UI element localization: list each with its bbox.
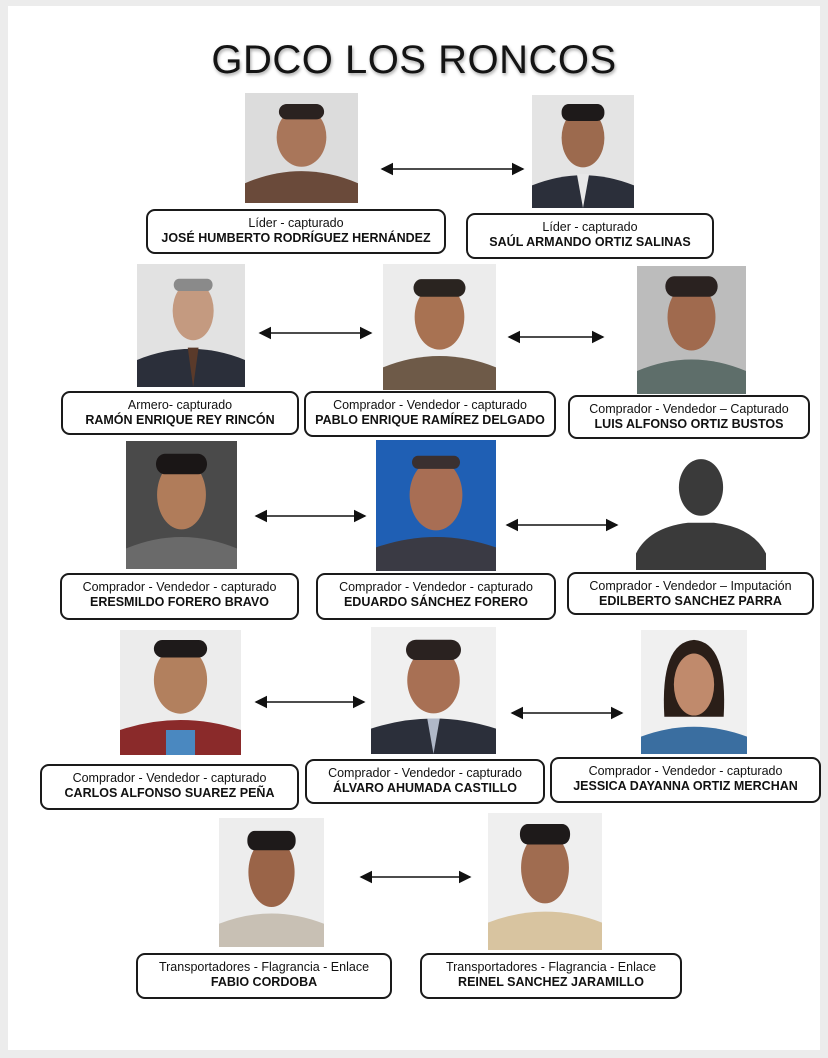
name-p1: JOSÉ HUMBERTO RODRÍGUEZ HERNÁNDEZ [161,231,431,245]
photo-p5 [637,266,746,394]
photo-p2 [532,95,634,208]
name-p3: RAMÓN ENRIQUE REY RINCÓN [85,413,275,427]
name-p5: LUIS ALFONSO ORTIZ BUSTOS [594,417,784,431]
photo-p4 [383,264,496,390]
role-p2: Líder - capturado [542,220,638,234]
name-p11: JESSICA DAYANNA ORTIZ MERCHAN [573,779,798,793]
label-p3 [61,391,299,435]
label-p12 [136,953,392,999]
label-p7 [316,573,556,620]
role-p5: Comprador - Vendedor – Capturado [589,402,789,416]
role-p3: Armero- capturado [127,398,233,412]
name-p6: ERESMILDO FORERO BRAVO [90,595,269,609]
name-p8: EDILBERTO SANCHEZ PARRA [599,594,782,608]
photo-p12 [219,818,324,947]
photo-p8-silhouette [636,452,766,570]
role-p13: Transportadores - Flagrancia - Enlace [445,960,657,974]
name-p10: ÁLVARO AHUMADA CASTILLO [332,781,517,795]
name-p4: PABLO ENRIQUE RAMÍREZ DELGADO [315,413,545,427]
role-p4: Comprador - Vendedor - capturado [333,398,527,412]
photo-p13 [488,813,602,950]
label-p11 [550,757,821,803]
name-p7: EDUARDO SÁNCHEZ FORERO [343,595,529,609]
label-p6 [60,573,299,620]
label-p9 [40,764,299,810]
label-p4 [304,391,556,437]
label-p2 [466,213,714,259]
name-p12: FABIO CORDOBA [210,975,318,989]
chart-title: GDCO LOS RONCOS [211,38,617,82]
name-p9: CARLOS ALFONSO SUAREZ PEÑA [64,786,275,800]
photo-p10 [371,627,496,754]
role-p1: Líder - capturado [248,216,344,230]
photo-p9 [120,630,241,755]
photo-p1 [245,93,358,203]
role-p9: Comprador - Vendedor - capturado [72,771,267,785]
role-p10: Comprador - Vendedor - capturado [328,766,522,780]
name-p2: SAÚL ARMANDO ORTIZ SALINAS [489,235,691,249]
label-p13 [420,953,682,999]
role-p11: Comprador - Vendedor - capturado [588,764,783,778]
label-p5 [568,395,810,439]
label-p8 [567,572,814,615]
photo-p11 [641,630,747,754]
label-p10 [305,759,545,804]
name-p13: REINEL SANCHEZ JARAMILLO [458,975,644,989]
photo-p7 [376,440,496,571]
label-p1 [146,209,446,254]
role-p6: Comprador - Vendedor - capturado [82,580,277,594]
photo-p6 [126,441,237,569]
role-p8: Comprador - Vendedor – Imputación [589,579,792,593]
photo-p3 [137,264,245,387]
role-p12: Transportadores - Flagrancia - Enlace [158,960,370,974]
role-p7: Comprador - Vendedor - capturado [339,580,533,594]
